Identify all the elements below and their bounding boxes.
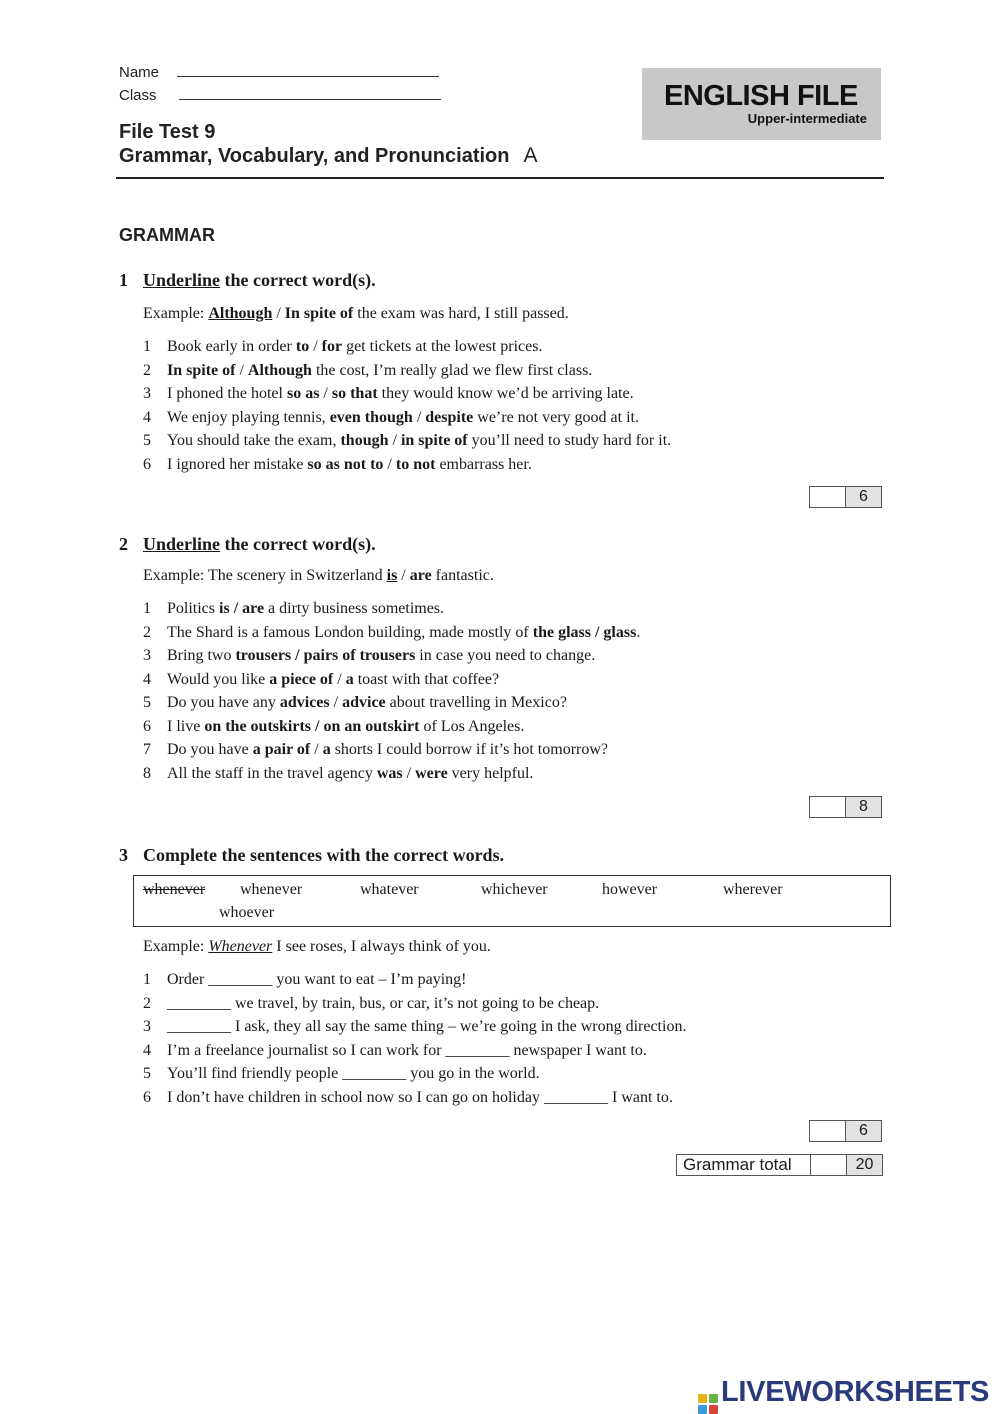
word-example-crossed: whenever [143, 881, 206, 898]
name-label: Name [119, 64, 160, 81]
q2-example [143, 567, 494, 585]
q2-example-label: Example: The scenery in Switzerland [143, 567, 383, 584]
test-number: File Test 9 [119, 121, 216, 143]
q1-example-answer: Although [208, 305, 273, 322]
q2-instruction-underline: Underline [143, 534, 221, 554]
name-blank[interactable] [177, 64, 439, 77]
list-item: 5 Do you have any advices / advice about travelling in Mexico? [143, 694, 567, 711]
choice[interactable]: a pair of [252, 741, 311, 758]
class-field [119, 87, 441, 104]
q1-instruction-rest: the correct word(s). [224, 270, 376, 290]
list-item: 1 Book early in order to / for get tickets at the lowest prices. [143, 338, 543, 355]
q1-example-rest: the exam was hard, I still passed. [357, 305, 569, 322]
list-item[interactable]: 6 I don’t have children in school now so I can go on holiday ________ I want to. [143, 1088, 673, 1106]
grammar-total-input[interactable] [810, 1154, 847, 1176]
class-blank[interactable] [179, 87, 441, 100]
choice[interactable]: so as [286, 385, 320, 402]
list-item: 6 I live on the outskirts / on an outskirt of Los Angeles. [143, 717, 525, 735]
q3-example-label: Example: [143, 938, 205, 955]
q3-example-answer: Whenever [208, 938, 273, 955]
list-item[interactable]: 3 ________ I ask, they all say the same thing – we’re going in the wrong direction. [143, 1018, 687, 1035]
test-subtitle-row [119, 144, 537, 168]
logo-level: Upper-intermediate [747, 111, 867, 126]
q2-items [143, 597, 640, 785]
list-item: 2 In spite of / Although the cost, I’m really glad we flew first class. [143, 361, 593, 379]
list-item: 3 I phoned the hotel so as / so that they would know we’d be arriving late. [143, 385, 634, 402]
q1-score-input[interactable] [809, 486, 846, 508]
list-item: 2 The Shard is a famous London building, made mostly of the glass / glass. [143, 623, 641, 641]
q1-heading [119, 270, 376, 291]
q1-instruction-underline: Underline [143, 270, 221, 290]
choice[interactable]: to [295, 338, 310, 355]
list-item: 3 Bring two trousers / pairs of trousers in case you need to change. [143, 647, 596, 664]
q3-instruction: Complete the sentences with the correct words. [143, 845, 505, 865]
liveworksheets-logo-icon [698, 1394, 718, 1414]
choice[interactable]: even though [329, 408, 413, 426]
q1-example [143, 305, 569, 323]
choice[interactable]: a [322, 741, 331, 758]
choice[interactable]: the glass / glass [532, 623, 637, 641]
test-version: A [523, 144, 538, 167]
list-item: 1 Politics is / are a dirty business sometimes. [143, 600, 445, 617]
q2-example-rest: fantastic. [435, 567, 494, 584]
list-item: 6 I ignored her mistake so as not to / to not embarrass her. [143, 455, 532, 473]
class-label: Class [119, 87, 157, 104]
list-item[interactable]: 1 Order ________ you want to eat – I’m paying! [143, 971, 467, 988]
q1-example-option: In spite of [284, 305, 354, 322]
choice[interactable]: a [345, 670, 354, 688]
q1-score-max: 6 [846, 486, 882, 508]
test-title [119, 120, 537, 168]
q2-instruction-rest: the correct word(s). [224, 534, 376, 554]
choice[interactable]: advice [342, 694, 386, 711]
q3-score-input[interactable] [809, 1120, 846, 1142]
choice[interactable]: In spite of [167, 361, 236, 379]
word-option: whatever [360, 881, 419, 898]
word-option: however [602, 881, 658, 898]
q2-score-input[interactable] [809, 796, 846, 818]
grammar-total-max: 20 [847, 1154, 883, 1176]
word-option: whenever [240, 881, 303, 898]
list-item: 8 All the staff in the travel agency was / were very helpful. [143, 764, 534, 782]
q1-example-label: Example: [143, 305, 205, 322]
choice[interactable]: though [340, 432, 389, 449]
q3-number: 3 [119, 845, 128, 865]
word-option: whichever [481, 881, 548, 898]
q3-example [143, 938, 491, 956]
q1-score [809, 486, 882, 508]
choice[interactable]: in spite of [400, 432, 468, 449]
q2-score [809, 796, 882, 818]
q3-score-max: 6 [846, 1120, 882, 1142]
q1-example-sep: / [276, 305, 281, 322]
q2-score-max: 8 [846, 796, 882, 818]
choice[interactable]: advices [279, 694, 330, 711]
q1-number: 1 [119, 270, 128, 290]
q2-number: 2 [119, 534, 128, 554]
list-item: 4 Would you like a piece of / a toast with that coffee? [143, 670, 500, 688]
word-option: whoever [219, 904, 275, 921]
choice[interactable]: so as not to [307, 455, 384, 473]
header-divider [116, 177, 884, 179]
choice[interactable]: for [321, 338, 343, 355]
grammar-total [676, 1154, 883, 1176]
choice[interactable]: despite [425, 408, 474, 426]
grammar-total-label: Grammar total [676, 1154, 810, 1176]
choice[interactable]: is / are [219, 600, 265, 617]
choice[interactable]: trousers / pairs of trousers [235, 647, 416, 664]
choice[interactable]: was [376, 764, 403, 782]
list-item[interactable]: 5 You’ll find friendly people ________ you go in the world. [143, 1065, 540, 1082]
choice[interactable]: so that [331, 385, 378, 402]
choice[interactable]: Although [247, 361, 312, 379]
english-file-logo [642, 68, 881, 140]
section-title: GRAMMAR [119, 225, 215, 245]
list-item[interactable]: 2 ________ we travel, by train, bus, or car, it’s not going to be cheap. [143, 994, 600, 1012]
liveworksheets-watermark [698, 1376, 989, 1414]
test-subtitle: Grammar, Vocabulary, and Pronunciation [119, 145, 510, 167]
q2-heading [119, 534, 376, 555]
q2-example-sep: / [401, 567, 406, 584]
logo-brand: ENGLISH FILE [664, 80, 858, 112]
list-item: 7 Do you have a pair of / a shorts I could borrow if it’s hot tomorrow? [143, 741, 608, 758]
choice[interactable]: on the outskirts / on an outskirt [204, 717, 420, 735]
q2-example-option: are [409, 567, 432, 584]
word-box [133, 875, 891, 927]
list-item: 4 We enjoy playing tennis, even though / despite we’re not very good at it. [143, 408, 639, 426]
name-field [119, 64, 439, 81]
q3-example-rest: I see roses, I always think of you. [276, 938, 491, 955]
q3-score [809, 1120, 882, 1142]
word-option: wherever [723, 881, 783, 898]
q2-example-answer: is [386, 567, 398, 584]
q3-items [143, 968, 686, 1109]
choice[interactable]: a piece of [269, 670, 334, 688]
watermark-text: LIVEWORKSHEETS [721, 1376, 990, 1408]
list-item[interactable]: 4 I’m a freelance journalist so I can work for ________ newspaper I want to. [143, 1041, 647, 1059]
q3-heading [119, 845, 504, 866]
list-item: 5 You should take the exam, though / in spite of you’ll need to study hard for it. [143, 432, 672, 449]
choice[interactable]: to not [395, 455, 436, 473]
choice[interactable]: were [415, 764, 448, 782]
q1-items [143, 335, 671, 476]
